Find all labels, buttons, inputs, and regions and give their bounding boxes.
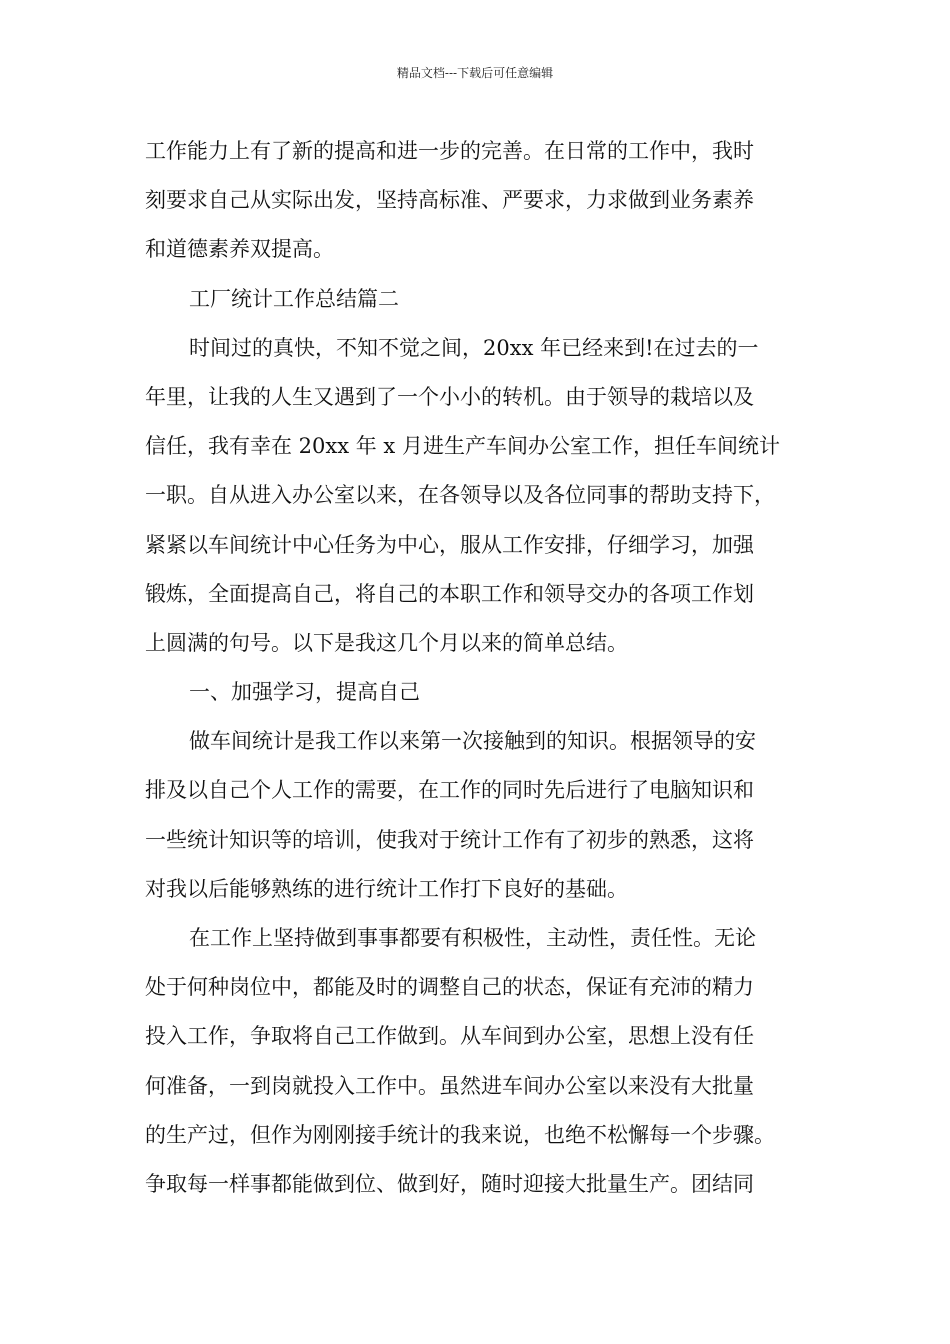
text-line: 一职。自从进入办公室以来，在各领导以及各位同事的帮助支持下， <box>145 483 775 508</box>
text-line: 对我以后能够熟练的进行统计工作打下良好的基础。 <box>145 876 628 901</box>
text-line: 做车间统计是我工作以来第一次接触到的知识。根据领导的安 <box>189 729 756 754</box>
text-line: 何准备，一到岗就投入工作中。虽然进车间办公室以来没有大批量 <box>145 1073 754 1098</box>
text-line: 投入工作，争取将自己工作做到。从车间到办公室，思想上没有任 <box>145 1024 754 1049</box>
text-line: 的生产过，但作为刚刚接手统计的我来说，也绝不松懈每一个步骤。 <box>145 1122 775 1147</box>
text-line: 紧紧以车间统计中心任务为中心，服从工作安排，仔细学习，加强 <box>145 532 754 557</box>
text-line: 一些统计知识等的培训，使我对于统计工作有了初步的熟悉，这将 <box>145 827 754 852</box>
section-heading: 一、加强学习，提高自己 <box>189 680 420 705</box>
text-line: 上圆满的句号。以下是我这几个月以来的简单总结。 <box>145 630 628 655</box>
section-heading: 工厂统计工作总结篇二 <box>189 286 399 311</box>
text-line: 争取每一样事都能做到位、做到好，随时迎接大批量生产。团结同 <box>145 1171 754 1196</box>
text-line: 刻要求自己从实际出发，坚持高标准、严要求，力求做到业务素养 <box>145 188 754 213</box>
text-line: 时间过的真快，不知不觉之间，20xx 年已经来到!在过去的一 <box>189 335 759 360</box>
text-line: 排及以自己个人工作的需要，在工作的同时先后进行了电脑知识和 <box>145 778 754 803</box>
document-body <box>145 127 810 1209</box>
text-line: 工作能力上有了新的提高和进一步的完善。在日常的工作中，我时 <box>145 139 754 163</box>
text-line: 锻炼，全面提高自己，将自己的本职工作和领导交办的各项工作划 <box>145 581 754 606</box>
text-line: 年里，让我的人生又遇到了一个小小的转机。由于领导的栽培以及 <box>145 384 754 409</box>
text-line: 和道德素养双提高。 <box>145 237 334 262</box>
text-line: 处于何种岗位中，都能及时的调整自己的状态，保证有充沛的精力 <box>145 975 754 1000</box>
page-header: 精品文档---下载后可任意编辑 <box>396 66 554 80</box>
text-line: 信任，我有幸在 20xx 年 x 月进生产车间办公室工作，担任车间统计 <box>145 434 780 459</box>
text-line: 在工作上坚持做到事事都要有积极性，主动性，责任性。无论 <box>189 926 756 950</box>
